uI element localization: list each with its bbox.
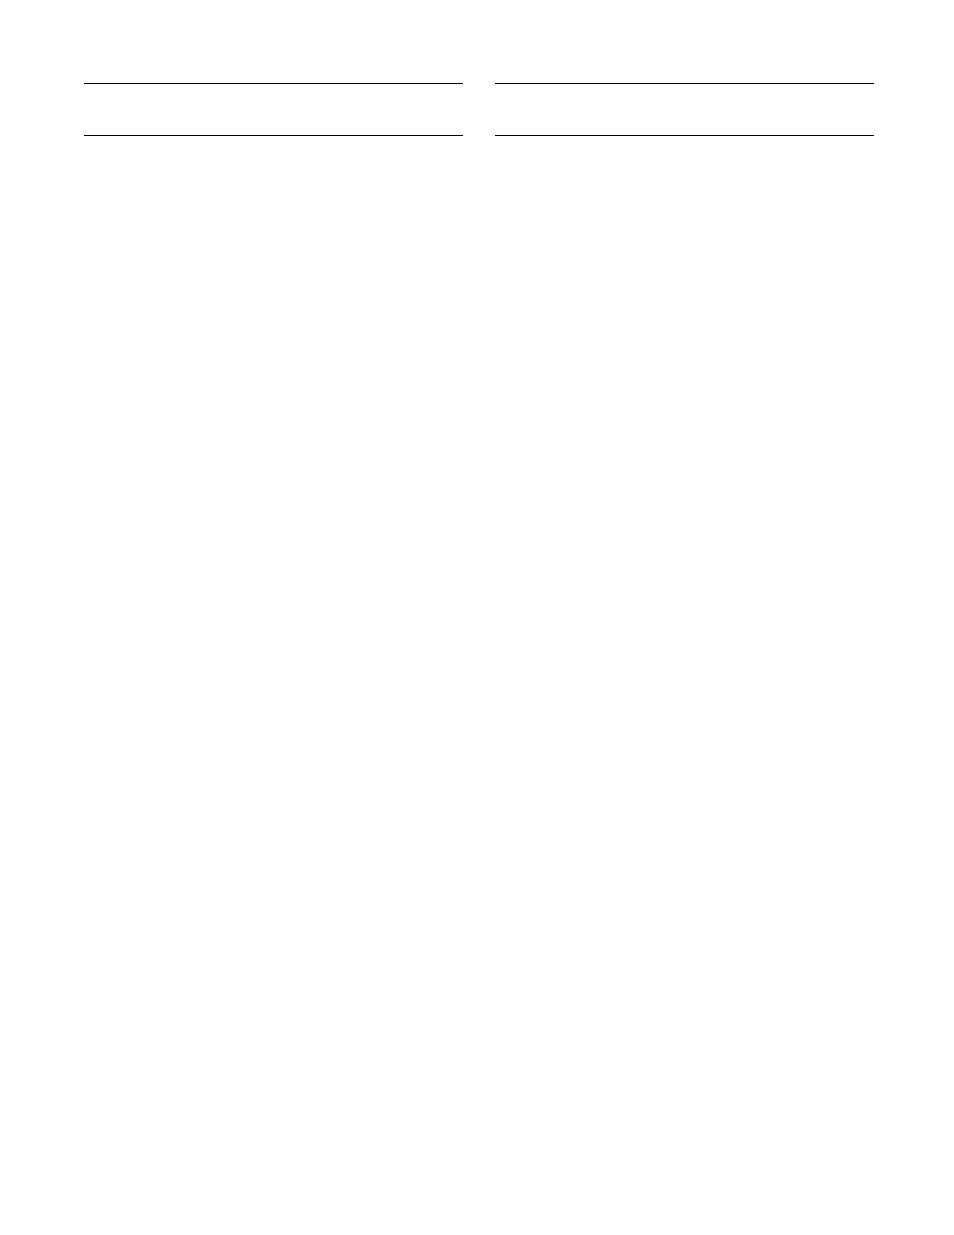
header-rule-right-2 [495, 135, 874, 136]
header-rule-left-1 [84, 83, 463, 84]
header-rule-right-1 [495, 83, 874, 84]
header-rule-left-2 [84, 135, 463, 136]
